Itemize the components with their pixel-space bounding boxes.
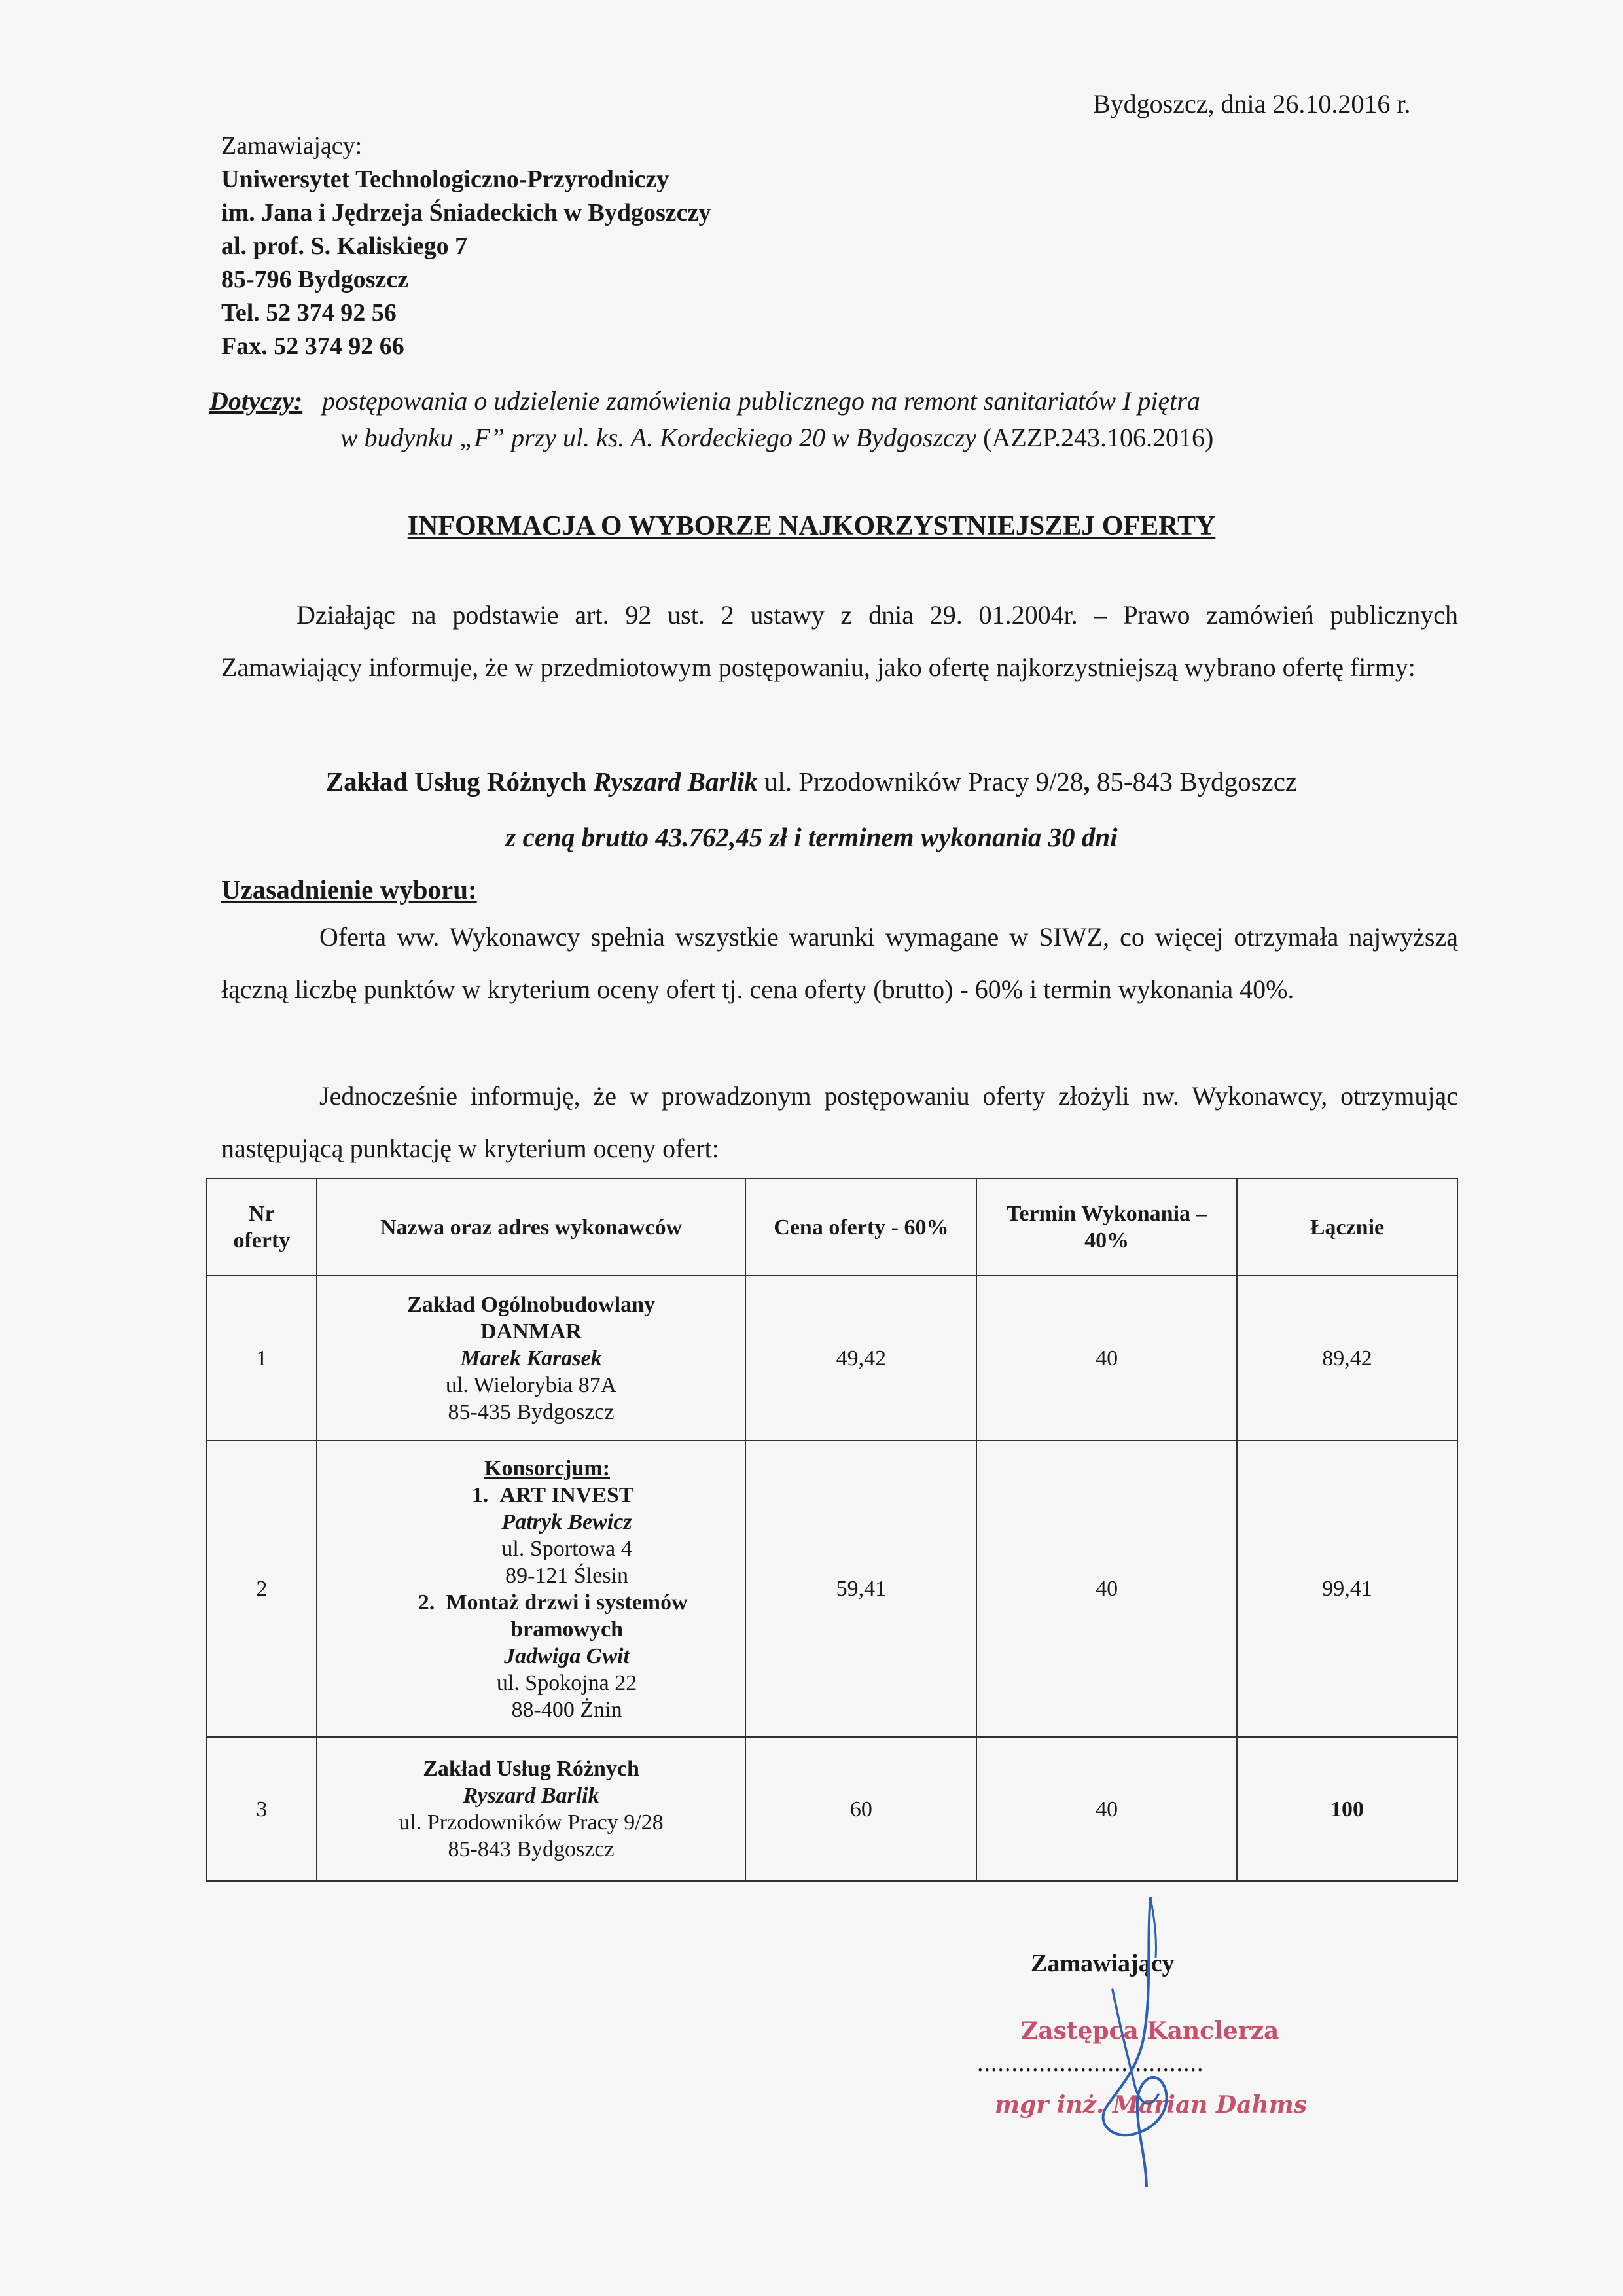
header-term: Termin Wykonania – 40% — [976, 1179, 1237, 1276]
subject-block — [209, 383, 1466, 456]
cell-contractor: Zakład Usług Różnych Ryszard Barlik ul. Przodowników Pracy 9/28 85-843 Bydgoszcz — [317, 1737, 746, 1881]
subject-label: Dotyczy: — [209, 386, 303, 416]
sender-line: 85-796 Bydgoszcz — [221, 266, 409, 293]
cell-term: 40 — [976, 1441, 1237, 1737]
handwritten-signature — [1073, 1892, 1217, 2193]
sender-line: Fax. 52 374 92 66 — [221, 332, 404, 360]
sender-line: im. Jana i Jędrzeja Śniadeckich w Bydgoszczy — [221, 199, 711, 226]
cell-contractor: Konsorcjum: 1. ART INVEST Patryk Bewicz ul. Sportowa 4 89-121 Ślesin 2. Montaż drzwi i systemów bramowych Jadwiga Gwit ul. Spokojna 22 88-400 Żnin — [317, 1441, 746, 1737]
signature-dots: ................................. — [977, 2049, 1204, 2077]
stamp-role: Zastępca Kanclerza — [1021, 2017, 1279, 2045]
cell-contractor: Zakład Ogólnobudowlany DANMAR Marek Karasek ul. Wielorybia 87A 85-435 Bydgoszcz — [317, 1276, 746, 1441]
cell-total: 89,42 — [1237, 1276, 1457, 1441]
paragraph-legal-basis: Działając na podstawie art. 92 ust. 2 ustawy z dnia 29. 01.2004r. – Prawo zamówień publicznych Zamawiający informuje, że w przedmiotowym postępowaniu, jako ofertę najkorzystniejszą wybrano ofertę firmy: — [221, 600, 1458, 682]
winner-line: Zakład Usług Różnych Ryszard Barlik ul. Przodowników Pracy 9/28, 85-843 Bydgoszcz — [325, 766, 1298, 797]
header-name: Nazwa oraz adres wykonawców — [317, 1179, 746, 1276]
cell-total: 99,41 — [1237, 1441, 1457, 1737]
winner-company: Zakład Usług Różnych — [325, 766, 594, 797]
table-row — [207, 1441, 1457, 1737]
cell-price: 49,42 — [745, 1276, 976, 1441]
table-row — [207, 1276, 1457, 1441]
cell-nr: 2 — [207, 1441, 317, 1737]
cell-nr: 1 — [207, 1276, 317, 1441]
signature-title: Zamawiający — [1031, 1950, 1175, 1977]
sender-block — [221, 130, 711, 363]
header-price: Cena oferty - 60% — [745, 1179, 976, 1276]
document-heading: INFORMACJA O WYBORZE NAJKORZYSTNIEJSZEJ OFERTY — [407, 511, 1216, 541]
sender-line: Uniwersytet Technologiczno-Przyrodniczy — [221, 166, 669, 193]
cell-price: 59,41 — [745, 1441, 976, 1737]
winner-street: ul. Przodowników Pracy 9/28 — [757, 766, 1084, 797]
winning-price-line: z ceną brutto 43.762,45 zł i terminem wykonania 30 dni — [505, 822, 1118, 852]
winner-city: 85-843 Bydgoszcz — [1090, 766, 1298, 797]
winner-person: Ryszard Barlik — [593, 766, 758, 797]
sender-label: Zamawiający: — [221, 132, 363, 160]
paragraph-offers-intro: Jednocześnie informuję, że w prowadzonym postępowaniu oferty złożyli nw. Wykonawcy, otrzymując następującą punktację w kryterium oceny ofert: — [221, 1081, 1458, 1163]
subject-line-2: w budynku „F” przy ul. ks. A. Kordeckiego 20 w Bydgoszczy (AZZP.243.106.2016) — [340, 423, 1214, 452]
justification-label: Uzasadnienie wyboru: — [221, 874, 477, 905]
subject-line-1: postępowania o udzielenie zamówienia publicznego na remont sanitariatów I piętra — [322, 386, 1200, 416]
paragraph-justification: Oferta ww. Wykonawcy spełnia wszystkie warunki wymagane w SIWZ, co więcej otrzymała najwyższą łączną liczbę punktów w kryterium oceny ofert tj. cena oferty (brutto) - 60% i termin wykonania 40%. — [221, 922, 1458, 1004]
header-nr: Nr oferty — [207, 1179, 317, 1276]
table-header-row — [207, 1179, 1457, 1276]
table-row — [207, 1737, 1457, 1881]
cell-nr: 3 — [207, 1737, 317, 1881]
sender-line: Tel. 52 374 92 56 — [221, 299, 397, 327]
header-total: Łącznie — [1237, 1179, 1457, 1276]
cell-term: 40 — [976, 1737, 1237, 1881]
offers-table — [206, 1178, 1458, 1882]
cell-price: 60 — [745, 1737, 976, 1881]
stamp-name: mgr inż. Marian Dahms — [995, 2091, 1308, 2119]
cell-term: 40 — [976, 1276, 1237, 1441]
cell-total: 100 — [1237, 1737, 1457, 1881]
sender-line: al. prof. S. Kaliskiego 7 — [221, 232, 468, 260]
date-line: Bydgoszcz, dnia 26.10.2016 r. — [1093, 89, 1411, 118]
